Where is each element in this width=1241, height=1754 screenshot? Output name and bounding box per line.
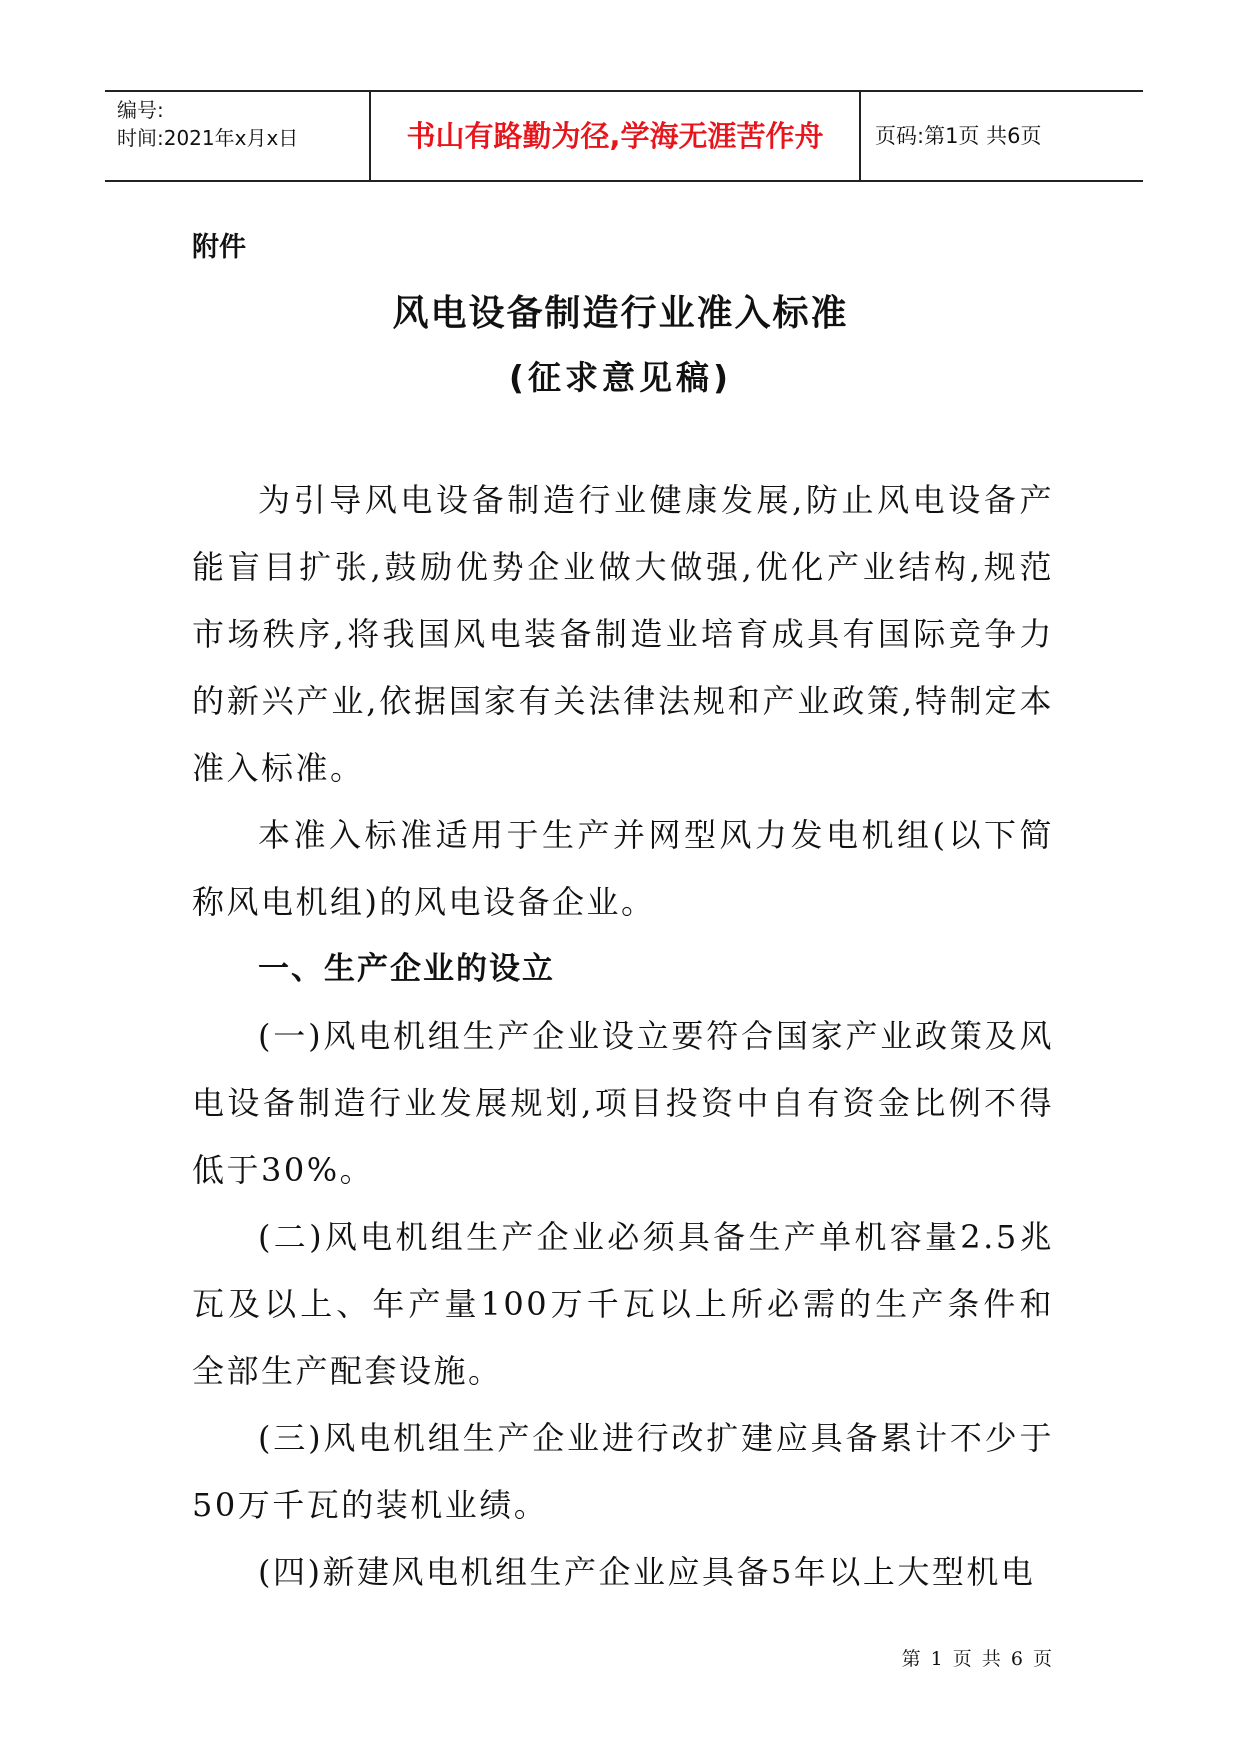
document-time-label: 时间:2021年x月x日 xyxy=(117,126,299,150)
document-number-label: 编号: xyxy=(117,98,164,122)
clause-paragraph: (三)风电机组生产企业进行改扩建应具备累计不少于50万千瓦的装机业绩。 xyxy=(192,1419,1054,1524)
body-paragraph: 为引导风电设备制造行业健康发展,防止风电设备产能盲目扩张,鼓励优势企业做大做强,优化产业结构,规范市场秩序,将我国风电装备制造业培育成具有国际竞争力的新兴产业,依据国家有关法律法规和产业政策,特制定本准入标准。 xyxy=(192,481,1054,787)
clause-paragraph: (四)新建风电机组生产企业应具备5年以上大型机电 xyxy=(258,1553,1036,1591)
header-divider xyxy=(859,92,861,180)
clause-paragraph: (一)风电机组生产企业设立要符合国家产业政策及风电设备制造行业发展规划,项目投资中自有资金比例不得低于30%。 xyxy=(192,1017,1054,1189)
document-body xyxy=(192,467,1054,1606)
document-header xyxy=(105,90,1143,182)
header-page-code: 页码:第1页 共6页 xyxy=(875,124,1042,148)
clause-paragraph: (二)风电机组生产企业必须具备生产单机容量2.5兆瓦及以上、年产量100万千瓦以上所必需的生产条件和全部生产配套设施。 xyxy=(192,1218,1054,1390)
document-subtitle: (征求意见稿) xyxy=(508,358,733,397)
header-motto: 书山有路勤为径,学海无涯苦作舟 xyxy=(406,119,824,153)
document-title: 风电设备制造行业准入标准 xyxy=(392,293,849,334)
page-footer: 第 1 页 共 6 页 xyxy=(901,1648,1054,1670)
attachment-label: 附件 xyxy=(192,232,246,263)
body-paragraph: 本准入标准适用于生产并网型风力发电机组(以下简称风电机组)的风电设备企业。 xyxy=(192,816,1054,921)
header-meta xyxy=(117,92,367,180)
section-heading: 一、生产企业的设立 xyxy=(258,951,555,987)
